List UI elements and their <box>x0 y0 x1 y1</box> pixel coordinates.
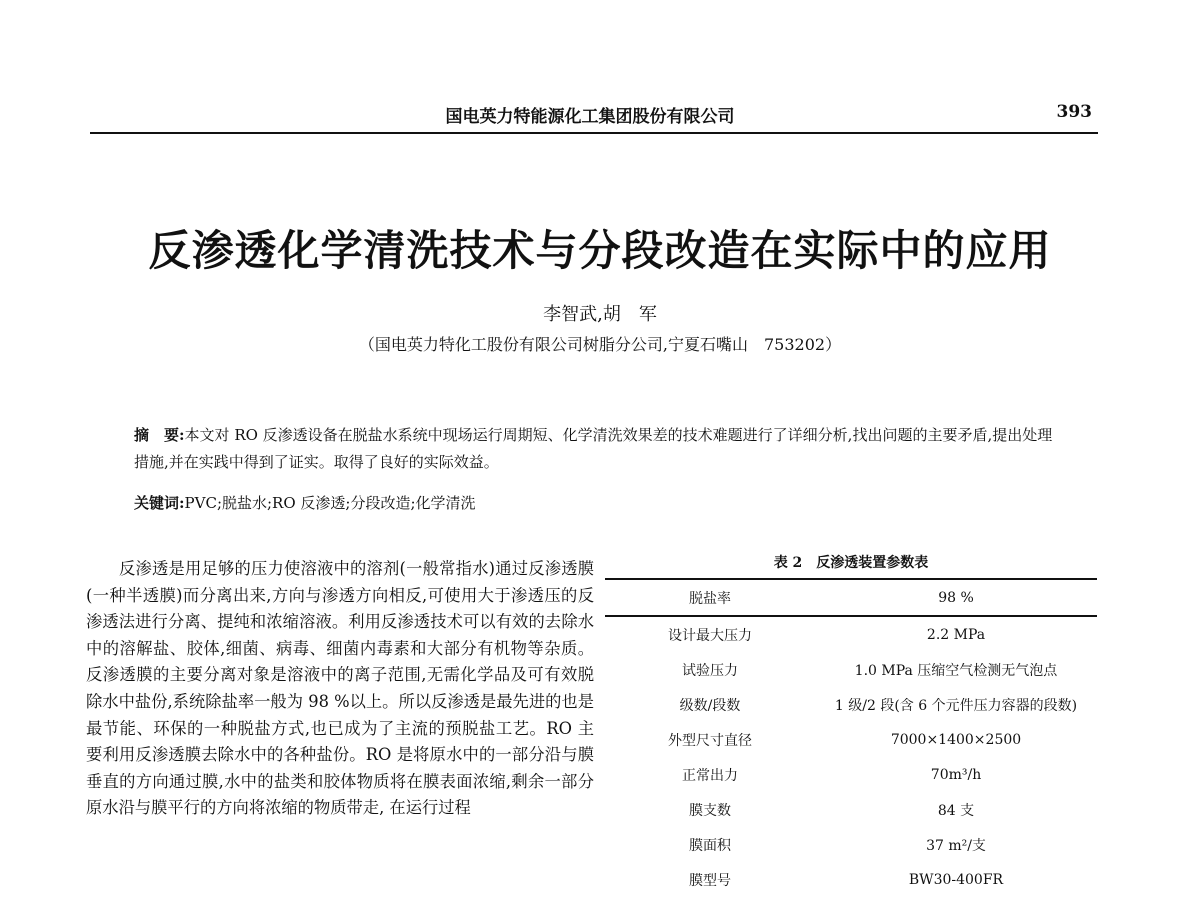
param-value: 70m³/h <box>930 766 982 783</box>
table-row <box>605 862 1097 897</box>
param-value: 7000×1400×2500 <box>890 731 1022 748</box>
table-row <box>605 722 1097 757</box>
abstract-label: 摘 要: <box>134 426 185 444</box>
param-value: 98 % <box>815 579 1097 616</box>
paper-authors: 李智武,胡 军 <box>543 304 657 325</box>
param-name: 正常出力 <box>682 767 738 784</box>
param-value: 2.2 MPa <box>926 626 986 643</box>
param-value: 37 m²/支 <box>926 837 986 854</box>
param-value: 1 级/2 段(含 6 个元件压力容器的段数) <box>834 697 1078 714</box>
parameter-table-block <box>605 552 1097 897</box>
keywords-label: 关键词: <box>134 494 185 512</box>
param-value: 1.0 MPa 压缩空气检测无气泡点 <box>854 662 1058 679</box>
parameter-table <box>605 578 1097 897</box>
param-name: 级数/段数 <box>679 697 741 714</box>
abstract <box>134 422 1064 476</box>
header-company-name: 国电英力特能源化工集团股份有限公司 <box>445 107 735 127</box>
param-value: 84 支 <box>937 802 975 819</box>
table-row <box>605 827 1097 862</box>
paper-affiliation: （国电英力特化工股份有限公司树脂分公司,宁夏石嘴山 753202） <box>358 335 842 354</box>
param-name: 脱盐率 <box>605 579 815 616</box>
table-row <box>605 757 1097 792</box>
param-name: 膜型号 <box>689 872 731 889</box>
param-name: 外型尺寸直径 <box>668 732 752 749</box>
table-row <box>605 687 1097 722</box>
table-row <box>605 792 1097 827</box>
header-rule <box>90 132 1098 134</box>
paper-title: 反渗透化学清洗技术与分段改造在实际中的应用 <box>148 226 1052 275</box>
keywords <box>134 490 1064 517</box>
page-number: 393 <box>1056 102 1092 122</box>
abstract-text: 本文对 RO 反渗透设备在脱盐水系统中现场运行周期短、化学清洗效果差的技术难题进行了详细分析,找出问题的主要矛盾,提出处理措施,并在实践中得到了证实。取得了良好的实际效益。 <box>134 426 1053 471</box>
param-name: 膜面积 <box>689 837 731 854</box>
body-paragraph: 反渗透是用足够的压力使溶液中的溶剂(一般常指水)通过反渗透膜(一种半透膜)而分离出来,方向与渗透方向相反,可使用大于渗透压的反渗透法进行分离、提纯和浓缩溶液。利用反渗透技术可以有效的去除水中的溶解盐、胶体,细菌、病毒、细菌内毒素和大部分有机物等杂质。反渗透膜的主要分离对象是溶液中的离子范围,无需化学品及可有效脱除水中盐份,系统除盐率一般为 98 %以上。所以反渗透是最先进的也是最节能、环保的一种脱盐方式,也已成为了主流的预脱盐工艺。RO 主要利用反渗透膜去除水中的各种盐份。RO 是将原水中的一部分沿与膜垂直的方向通过膜,水中的盐类和胶体物质将在膜表面浓缩,剩余一部分原水沿与膜平行的方向将浓缩的物质带走, 在运行过程 <box>86 559 594 818</box>
param-name: 膜支数 <box>689 802 731 819</box>
table-row <box>605 579 1097 616</box>
running-header <box>0 98 1200 138</box>
table-caption: 表 2 反渗透装置参数表 <box>773 555 929 571</box>
param-name: 试验压力 <box>682 662 738 679</box>
table-row <box>605 616 1097 652</box>
keywords-text: PVC;脱盐水;RO 反渗透;分段改造;化学清洗 <box>184 494 476 512</box>
table-row <box>605 652 1097 687</box>
param-name: 设计最大压力 <box>668 627 752 644</box>
param-value: BW30-400FR <box>908 871 1004 888</box>
